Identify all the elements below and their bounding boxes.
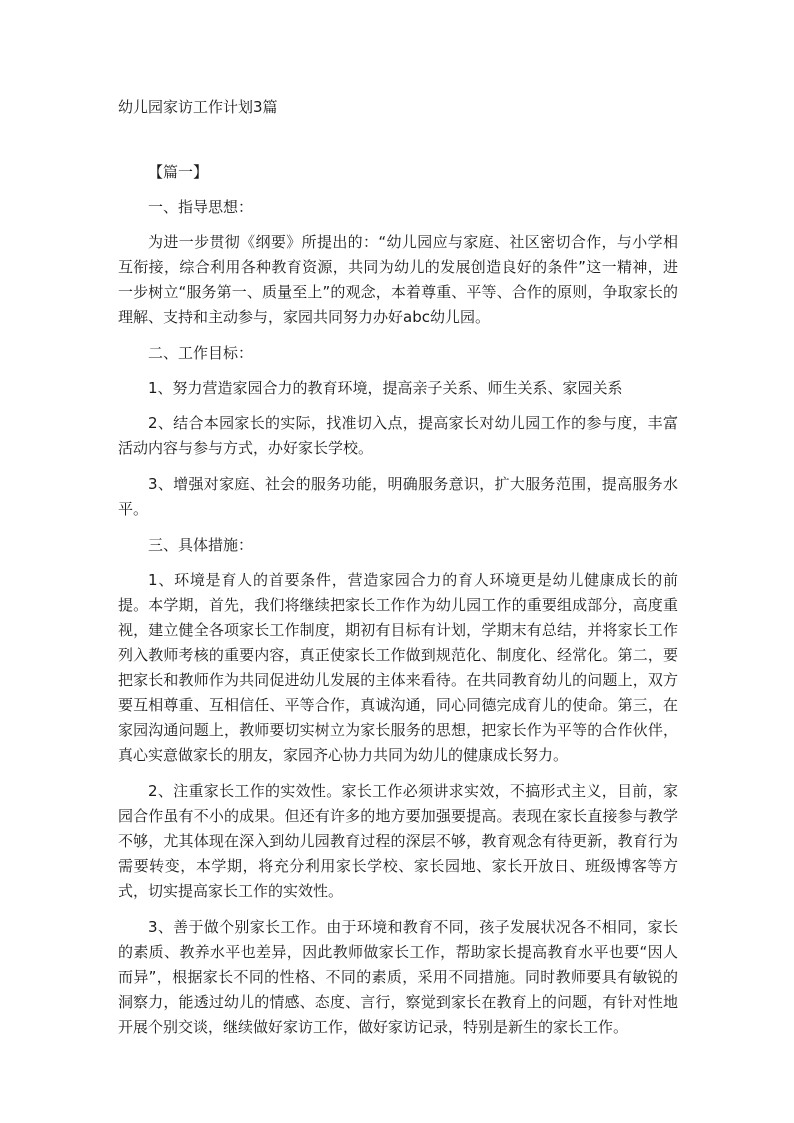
heading-measures: 三、具体措施：: [148, 536, 254, 554]
measure-item-3: 3、善于做个别家长工作。由于环境和教育不同，孩子发展状况各不相同，家长的素质、教养水平也差异，因此教师做家长工作，帮助家长提高教育水平也要“因人而异”，根据家长不同的性格、不同的素质，采用不同措施。同时教师要具有敏锐的洞察力，能透过幼儿的情感、态度、言行，察觉到家长在教育上的问题，有针对性地开展个别交谈，继续做好家访工作，做好家访记录，特别是新生的家长工作。: [118, 918, 678, 1036]
section-heading: 【篇一】: [148, 163, 209, 181]
paragraph-guiding-thought: 为进一步贯彻《纲要》所提出的：“幼儿园应与家庭、社区密切合作，与小学相互衔接，综合利用各种教育资源，共同为幼儿的发展创造良好的条件”这一精神，进一步树立“服务第一、质量至上”的观念，本着尊重、平等、合作的原则，争取家长的理解、支持和主动参与，家园共同努力办好abc幼儿园。: [118, 233, 678, 326]
goal-item-3: 3、增强对家庭、社会的服务功能，明确服务意识，扩大服务范围，提高服务水平。: [118, 475, 678, 518]
measure-item-1: 1、环境是育人的首要条件，营造家园合力的育人环境更是幼儿健康成长的前提。本学期，首先，我们将继续把家长工作作为幼儿园工作的重要组成部分，高度重视，建立健全各项家长工作制度，期初有目标有计划，学期末有总结，并将家长工作列入教师考核的重要内容，真正使家长工作做到规范化、制度化、经常化。第二，要把家长和教师作为共同促进幼儿发展的主体来看待。在共同教育幼儿的问题上，双方要互相尊重、互相信任、平等合作，真诚沟通，同心同德完成育儿的使命。第三，在家园沟通问题上，教师要切实树立为家长服务的思想，把家长作为平等的合作伙伴，真心实意做家长的朋友，家园齐心协力共同为幼儿的健康成长努力。: [118, 571, 678, 764]
document-title: 幼儿园家访工作计划3篇: [118, 98, 278, 116]
measure-item-2: 2、注重家长工作的实效性。家长工作必须讲求实效，不搞形式主义，目前，家园合作虽有不小的成果。但还有许多的地方要加强要提高。表现在家长直接参与教学不够，尤其体现在深入到幼儿园教育过程的深层不够，教育观念有待更新，教育行为需要转变，本学期，将充分利用家长学校、家长园地、家长开放日、班级博客等方式，切实提高家长工作的实效性。: [118, 782, 678, 900]
goal-item-1: 1、努力营造家园合力的教育环境，提高亲子关系、师生关系、家园关系: [148, 379, 623, 397]
heading-guiding-thought: 一、指导思想：: [148, 198, 254, 216]
document-body: [118, 160, 678, 1040]
heading-work-goals: 二、工作目标：: [148, 344, 254, 362]
goal-item-2: 2、结合本园家长的实际，找准切入点，提高家长对幼儿园工作的参与度，丰富活动内容与参与方式，办好家长学校。: [118, 414, 678, 457]
